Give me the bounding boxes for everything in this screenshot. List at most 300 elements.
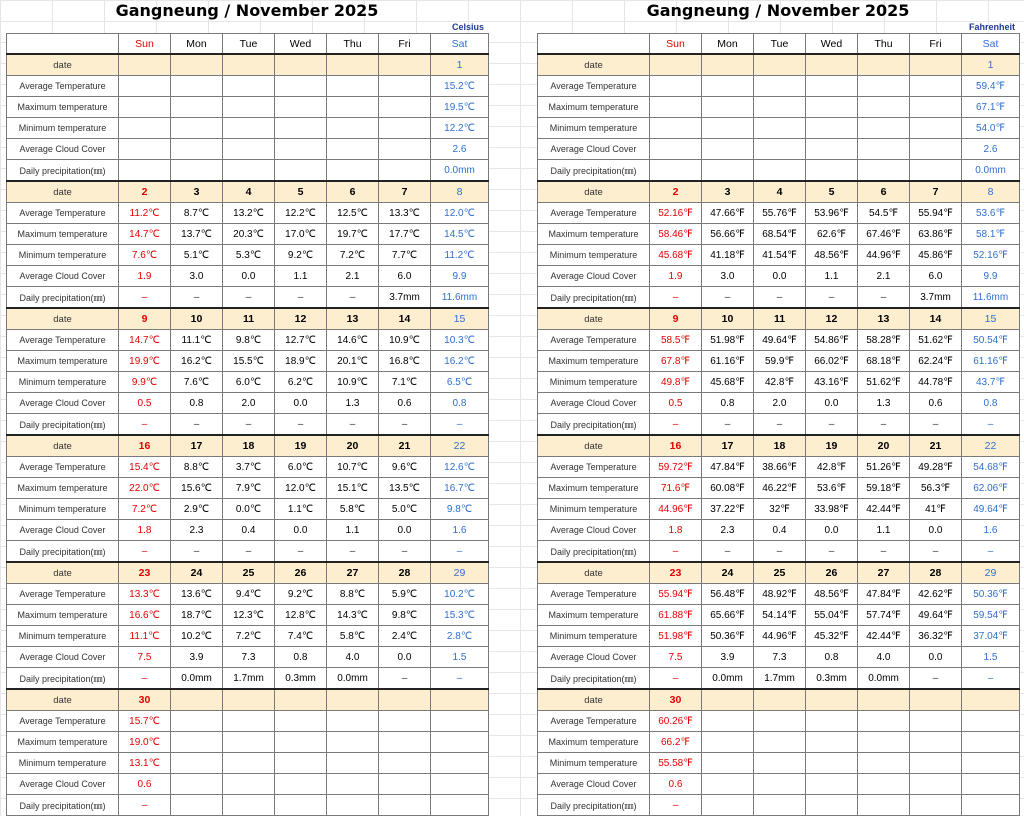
row-label: Average Cloud Cover <box>7 139 119 160</box>
table-cell: 53.96℉ <box>806 203 858 224</box>
precipitation-row <box>7 541 489 563</box>
table-cell <box>754 118 806 139</box>
table-cell <box>379 795 431 816</box>
row-label: date <box>538 308 650 330</box>
min-temp-row <box>538 372 1020 393</box>
table-cell: – <box>327 287 379 309</box>
table-cell: 1.1 <box>275 266 327 287</box>
table-cell <box>431 689 489 711</box>
table-cell: 62.06℉ <box>962 478 1020 499</box>
precipitation-row <box>538 287 1020 309</box>
table-cell: 68.18℉ <box>858 351 910 372</box>
table-cell: 7 <box>379 181 431 203</box>
table-cell <box>275 139 327 160</box>
weekday-header-sat: Sat <box>431 34 489 55</box>
table-cell: – <box>962 541 1020 563</box>
table-cell <box>275 160 327 182</box>
table-cell: 16.2℃ <box>171 351 223 372</box>
table-cell: – <box>171 414 223 436</box>
table-cell: 0.0 <box>754 266 806 287</box>
table-cell: – <box>858 287 910 309</box>
table-cell <box>119 139 171 160</box>
table-cell <box>327 139 379 160</box>
date-row <box>7 435 489 457</box>
avg-temp-row <box>538 584 1020 605</box>
table-cell: 11.2℃ <box>119 203 171 224</box>
min-temp-row <box>7 499 489 520</box>
table-cell: 19 <box>806 435 858 457</box>
table-cell: 65.66℉ <box>702 605 754 626</box>
table-cell: 55.76℉ <box>754 203 806 224</box>
table-cell: 3.0 <box>171 266 223 287</box>
calendar-table <box>537 33 1020 816</box>
table-cell: 3.7℃ <box>223 457 275 478</box>
table-cell: 0.6 <box>119 774 171 795</box>
table-cell: – <box>962 668 1020 690</box>
row-label: Minimum temperature <box>538 499 650 520</box>
row-label: Minimum temperature <box>7 118 119 139</box>
row-label: Maximum temperature <box>538 224 650 245</box>
table-cell <box>910 711 962 732</box>
table-cell: 51.98℉ <box>650 626 702 647</box>
table-cell <box>171 139 223 160</box>
table-cell: 7.2℃ <box>119 499 171 520</box>
row-label: Maximum temperature <box>7 478 119 499</box>
table-cell <box>275 753 327 774</box>
row-label: Average Temperature <box>538 203 650 224</box>
table-cell: 60.26℉ <box>650 711 702 732</box>
row-label: Daily precipitation(㎜) <box>538 795 650 816</box>
table-cell <box>275 54 327 76</box>
table-cell <box>910 732 962 753</box>
table-cell: – <box>379 668 431 690</box>
row-label: Average Cloud Cover <box>7 647 119 668</box>
table-cell <box>327 795 379 816</box>
precipitation-row <box>538 668 1020 690</box>
table-cell: 0.8 <box>806 647 858 668</box>
table-cell: 14.5℃ <box>431 224 489 245</box>
table-cell: 1.1℃ <box>275 499 327 520</box>
table-cell <box>702 753 754 774</box>
table-cell: 14.7℃ <box>119 224 171 245</box>
table-cell <box>275 795 327 816</box>
table-cell: 12.6℃ <box>431 457 489 478</box>
table-cell: 12.2℃ <box>431 118 489 139</box>
table-cell: 0.0℃ <box>223 499 275 520</box>
table-cell <box>223 689 275 711</box>
table-cell: – <box>431 541 489 563</box>
table-cell <box>858 732 910 753</box>
table-cell: 12.2℃ <box>275 203 327 224</box>
table-cell <box>910 160 962 182</box>
table-cell <box>119 76 171 97</box>
table-cell: 13.3℃ <box>379 203 431 224</box>
table-cell: 0.8 <box>962 393 1020 414</box>
table-cell <box>379 54 431 76</box>
table-cell <box>806 711 858 732</box>
table-cell: 0.0 <box>275 520 327 541</box>
header-corner <box>538 34 650 55</box>
table-cell: 12.7℃ <box>275 330 327 351</box>
table-cell: 44.78℉ <box>910 372 962 393</box>
table-cell: 15.3℃ <box>431 605 489 626</box>
table-cell <box>962 774 1020 795</box>
max-temp-row <box>7 605 489 626</box>
table-cell: 62.6℉ <box>806 224 858 245</box>
table-cell: – <box>327 414 379 436</box>
precipitation-row <box>538 160 1020 182</box>
cloud-cover-row <box>538 520 1020 541</box>
table-cell: – <box>806 541 858 563</box>
table-cell: – <box>702 541 754 563</box>
precipitation-row <box>7 795 489 816</box>
cloud-cover-row <box>538 393 1020 414</box>
table-cell: 9.6℃ <box>379 457 431 478</box>
table-cell: 59.54℉ <box>962 605 1020 626</box>
table-cell: 2.3 <box>171 520 223 541</box>
table-cell: 19.0℃ <box>119 732 171 753</box>
table-cell: 51.26℉ <box>858 457 910 478</box>
table-cell: 32℉ <box>754 499 806 520</box>
max-temp-row <box>7 224 489 245</box>
table-cell: 0.0 <box>910 520 962 541</box>
table-cell: 45.68℉ <box>702 372 754 393</box>
row-label: Maximum temperature <box>538 732 650 753</box>
table-cell: 5 <box>275 181 327 203</box>
table-cell: 11 <box>223 308 275 330</box>
table-cell: 8.7℃ <box>171 203 223 224</box>
table-cell: 6 <box>327 181 379 203</box>
table-cell: 3.7mm <box>910 287 962 309</box>
weekday-header-thu: Thu <box>858 34 910 55</box>
avg-temp-row <box>7 203 489 224</box>
table-cell: 5.8℃ <box>327 499 379 520</box>
row-label: Average Temperature <box>7 76 119 97</box>
table-cell: 12.3℃ <box>223 605 275 626</box>
table-cell: 9.2℃ <box>275 584 327 605</box>
max-temp-row <box>7 97 489 118</box>
table-cell: 51.62℉ <box>910 330 962 351</box>
table-cell: 0.0 <box>223 266 275 287</box>
table-cell: 7.1℃ <box>379 372 431 393</box>
min-temp-row <box>538 753 1020 774</box>
table-cell <box>806 118 858 139</box>
table-cell: 49.64℉ <box>910 605 962 626</box>
table-cell <box>223 97 275 118</box>
table-cell: 20 <box>858 435 910 457</box>
table-cell: 52.16℉ <box>650 203 702 224</box>
table-cell: 42.8℉ <box>754 372 806 393</box>
row-label: Daily precipitation(㎜) <box>7 541 119 563</box>
table-cell: 36.32℉ <box>910 626 962 647</box>
avg-temp-row <box>7 457 489 478</box>
date-row <box>7 562 489 584</box>
max-temp-row <box>538 351 1020 372</box>
row-label: Average Cloud Cover <box>538 266 650 287</box>
table-cell: 16.2℃ <box>431 351 489 372</box>
table-cell: – <box>327 541 379 563</box>
table-cell: 1.5 <box>962 647 1020 668</box>
table-cell: 45.32℉ <box>806 626 858 647</box>
table-cell <box>275 732 327 753</box>
table-cell: 1.8 <box>119 520 171 541</box>
weekday-header-mon: Mon <box>171 34 223 55</box>
table-cell: 51.62℉ <box>858 372 910 393</box>
table-cell: 55.04℉ <box>806 605 858 626</box>
row-label: date <box>7 435 119 457</box>
row-label: Average Temperature <box>7 711 119 732</box>
table-cell: 2.0 <box>223 393 275 414</box>
avg-temp-row <box>538 457 1020 478</box>
table-cell: 4 <box>223 181 275 203</box>
table-cell: 10.2℃ <box>171 626 223 647</box>
max-temp-row <box>538 732 1020 753</box>
unit-label: Fahrenheit <box>968 22 1015 32</box>
row-label: Minimum temperature <box>538 626 650 647</box>
table-cell <box>702 54 754 76</box>
table-cell: 0.0mm <box>431 160 489 182</box>
table-cell <box>702 118 754 139</box>
table-cell: – <box>379 541 431 563</box>
table-cell <box>910 97 962 118</box>
table-cell: 16.6℃ <box>119 605 171 626</box>
table-cell: 17 <box>702 435 754 457</box>
table-cell <box>858 118 910 139</box>
table-cell: 41℉ <box>910 499 962 520</box>
row-label: Average Cloud Cover <box>538 774 650 795</box>
table-cell: 3.9 <box>171 647 223 668</box>
table-cell <box>223 160 275 182</box>
table-cell <box>431 774 489 795</box>
table-cell <box>431 711 489 732</box>
table-cell: 63.86℉ <box>910 224 962 245</box>
table-cell: 0.4 <box>223 520 275 541</box>
table-cell: 0.8 <box>171 393 223 414</box>
table-cell: 48.56℉ <box>806 584 858 605</box>
row-label: Maximum temperature <box>7 351 119 372</box>
table-cell: 1 <box>962 54 1020 76</box>
table-cell: 1.9 <box>650 266 702 287</box>
table-cell: 9.8℃ <box>431 499 489 520</box>
table-cell: 2.9℃ <box>171 499 223 520</box>
table-cell: 15.2℃ <box>431 76 489 97</box>
table-cell: 51.98℉ <box>702 330 754 351</box>
cloud-cover-row <box>538 774 1020 795</box>
table-cell: 9.8℃ <box>379 605 431 626</box>
table-cell: 14 <box>379 308 431 330</box>
table-cell: 22 <box>962 435 1020 457</box>
row-label: date <box>7 181 119 203</box>
table-cell <box>806 139 858 160</box>
panel-title: Gangneung / November 2025 <box>646 1 910 20</box>
row-label: Daily precipitation(㎜) <box>538 287 650 309</box>
weekday-header-wed: Wed <box>275 34 327 55</box>
table-cell: 16.7℃ <box>431 478 489 499</box>
table-cell: 13.1℃ <box>119 753 171 774</box>
table-cell: 18 <box>754 435 806 457</box>
weekday-header-sat: Sat <box>962 34 1020 55</box>
weekday-header-mon: Mon <box>702 34 754 55</box>
row-label: Daily precipitation(㎜) <box>538 668 650 690</box>
table-cell <box>275 711 327 732</box>
table-cell: 6.0℃ <box>223 372 275 393</box>
table-cell <box>650 54 702 76</box>
row-label: date <box>538 54 650 76</box>
table-cell <box>223 139 275 160</box>
row-label: Daily precipitation(㎜) <box>538 414 650 436</box>
table-cell <box>171 732 223 753</box>
table-cell: 7.3 <box>754 647 806 668</box>
date-row <box>538 54 1020 76</box>
table-cell <box>171 795 223 816</box>
row-label: Maximum temperature <box>7 605 119 626</box>
max-temp-row <box>7 478 489 499</box>
table-cell: 15.1℃ <box>327 478 379 499</box>
table-cell <box>910 118 962 139</box>
table-cell: 57.74℉ <box>858 605 910 626</box>
table-cell: – <box>431 414 489 436</box>
avg-temp-row <box>538 203 1020 224</box>
max-temp-row <box>7 732 489 753</box>
table-cell: – <box>119 541 171 563</box>
table-cell <box>650 139 702 160</box>
row-label: Average Cloud Cover <box>7 393 119 414</box>
table-cell <box>431 795 489 816</box>
max-temp-row <box>538 97 1020 118</box>
table-cell <box>754 689 806 711</box>
table-cell: 15.5℃ <box>223 351 275 372</box>
table-cell: 7.5 <box>650 647 702 668</box>
cloud-cover-row <box>7 139 489 160</box>
table-cell <box>962 711 1020 732</box>
row-label: date <box>538 689 650 711</box>
table-cell: 42.44℉ <box>858 499 910 520</box>
table-cell <box>119 97 171 118</box>
table-cell <box>754 76 806 97</box>
table-cell: 22 <box>431 435 489 457</box>
table-cell: – <box>223 541 275 563</box>
table-cell: 15.6℃ <box>171 478 223 499</box>
table-cell: 6.0 <box>910 266 962 287</box>
table-cell: 0.0mm <box>171 668 223 690</box>
table-cell <box>171 76 223 97</box>
table-cell: 67.1℉ <box>962 97 1020 118</box>
table-cell: – <box>754 287 806 309</box>
table-cell <box>910 76 962 97</box>
table-cell <box>379 97 431 118</box>
table-cell: 58.5℉ <box>650 330 702 351</box>
table-cell: 12.8℃ <box>275 605 327 626</box>
table-cell <box>171 118 223 139</box>
table-cell <box>223 711 275 732</box>
table-cell <box>171 774 223 795</box>
table-cell: 0.8 <box>702 393 754 414</box>
row-label: Average Cloud Cover <box>538 393 650 414</box>
table-cell <box>858 795 910 816</box>
table-cell: 7.7℃ <box>379 245 431 266</box>
table-cell: 0.0 <box>806 520 858 541</box>
table-cell: 49.28℉ <box>910 457 962 478</box>
table-cell <box>327 732 379 753</box>
row-label: Daily precipitation(㎜) <box>7 795 119 816</box>
table-cell: 15 <box>962 308 1020 330</box>
table-cell: 25 <box>223 562 275 584</box>
unit-label: Celsius <box>451 22 484 32</box>
table-cell: 21 <box>379 435 431 457</box>
table-cell: 1.3 <box>327 393 379 414</box>
table-cell <box>650 97 702 118</box>
table-cell: 8 <box>962 181 1020 203</box>
table-cell: 2.3 <box>702 520 754 541</box>
table-cell: 54.5℉ <box>858 203 910 224</box>
table-cell <box>379 118 431 139</box>
date-row <box>538 435 1020 457</box>
table-cell: 58.46℉ <box>650 224 702 245</box>
table-cell: 37.04℉ <box>962 626 1020 647</box>
table-cell: 3.0 <box>702 266 754 287</box>
row-label: Average Temperature <box>7 203 119 224</box>
table-cell: 33.98℉ <box>806 499 858 520</box>
table-cell <box>858 689 910 711</box>
table-cell: 41.54℉ <box>754 245 806 266</box>
table-cell <box>858 774 910 795</box>
row-label: Minimum temperature <box>7 753 119 774</box>
row-label: Average Temperature <box>7 457 119 478</box>
row-label: Minimum temperature <box>7 372 119 393</box>
table-cell: 48.92℉ <box>754 584 806 605</box>
table-cell: 60.08℉ <box>702 478 754 499</box>
table-cell: 49.64℉ <box>962 499 1020 520</box>
table-cell <box>379 774 431 795</box>
table-cell: 15.7℃ <box>119 711 171 732</box>
table-cell: 55.94℉ <box>650 584 702 605</box>
table-cell: – <box>223 287 275 309</box>
table-cell <box>962 732 1020 753</box>
table-cell: 16.8℃ <box>379 351 431 372</box>
table-cell: 2.4℃ <box>379 626 431 647</box>
table-cell <box>327 689 379 711</box>
table-cell <box>223 76 275 97</box>
table-cell: 23 <box>650 562 702 584</box>
table-cell: 48.56℉ <box>806 245 858 266</box>
table-cell: 5.9℃ <box>379 584 431 605</box>
table-cell <box>806 753 858 774</box>
table-cell: 4.0 <box>327 647 379 668</box>
row-label: Minimum temperature <box>7 499 119 520</box>
table-cell: 13 <box>858 308 910 330</box>
table-cell: 11.6mm <box>431 287 489 309</box>
table-cell: 0.5 <box>650 393 702 414</box>
table-cell <box>910 795 962 816</box>
table-cell: 13.2℃ <box>223 203 275 224</box>
avg-temp-row <box>538 76 1020 97</box>
row-label: date <box>7 562 119 584</box>
table-cell <box>806 732 858 753</box>
table-cell <box>910 774 962 795</box>
table-cell: 42.44℉ <box>858 626 910 647</box>
table-cell: 29 <box>431 562 489 584</box>
table-cell: – <box>754 541 806 563</box>
table-cell: – <box>858 541 910 563</box>
cloud-cover-row <box>7 266 489 287</box>
table-cell: 5.0℃ <box>379 499 431 520</box>
table-cell: 54.0℉ <box>962 118 1020 139</box>
table-cell: 44.96℉ <box>754 626 806 647</box>
cloud-cover-row <box>7 647 489 668</box>
table-cell <box>702 732 754 753</box>
table-cell: 8 <box>431 181 489 203</box>
table-cell <box>275 689 327 711</box>
